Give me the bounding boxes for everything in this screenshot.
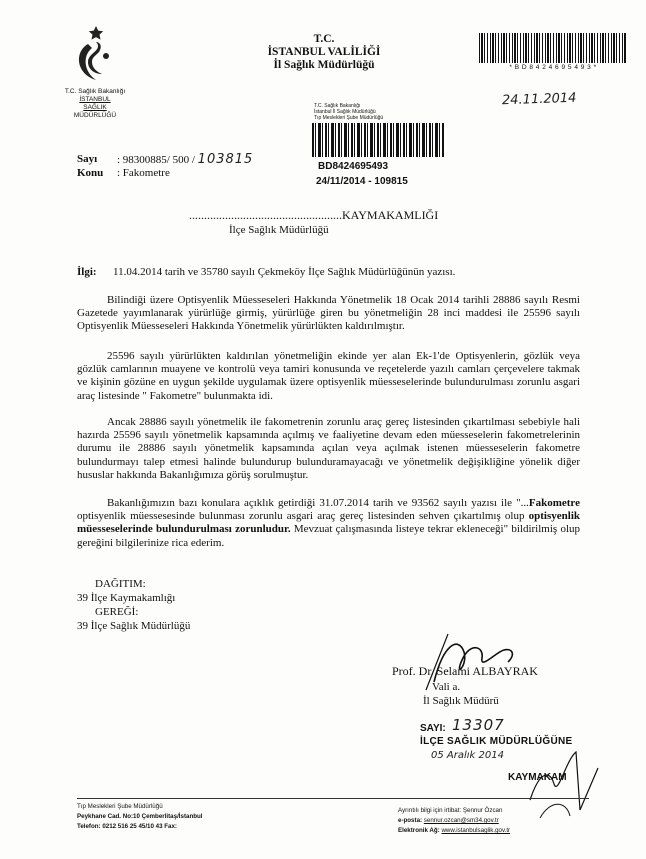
footer-email-link[interactable]: sennur.ozcan@sm34.gov.tr (423, 817, 499, 824)
logo-caption-line: İSTANBUL (79, 96, 111, 103)
recipient-kaymakamlik: ...................................................KAYMAKAMLIĞI (189, 208, 439, 222)
receipt-date-handwritten: 05 Aralık 2014 (431, 750, 504, 761)
handwritten-date: 24.11.2014 (501, 90, 577, 109)
geregi-value: 39 İlçe Sağlık Müdürlüğü (77, 620, 191, 632)
logo-caption-line: T.C. Sağlık Bakanlığı (64, 88, 126, 95)
paragraph-4-text-a: Bakanlığımızın bazı konulara açıklık getirdiği 31.07.2014 tarih ve 93562 sayılı yazısı ile "... (107, 497, 529, 509)
ilgi-row (77, 266, 587, 279)
footer-left-line: Peykhane Cad. No:10 Çemberlitaş/İstanbul (77, 813, 203, 820)
receipt-sayi-label: SAYI: (420, 723, 446, 734)
paragraph-1-text: Bilindiği üzere Optisyenlik Müesseseleri Hakkında Yönetmelik 18 Ocak 2014 tarihli 28886 sayılı Resmi Gazetede yayımlanarak yürürlüğe girmiş, yürürlüğe giren bu yönetmeliğin 28 inci maddesi ile 25596 sayılı Optisyenlik Müesseseleri Hakkında Yönetmelik yürürlükten kaldırılmıştır. (77, 294, 580, 333)
stamp-barcode (312, 123, 445, 157)
stamp-line: Tıp Meslekleri Şube Müdürlüğü (314, 115, 384, 121)
logo-caption (44, 88, 146, 120)
paragraph-4-text-e: Mevzuat çalışmasında listeye tekrar ekleneceği" bildirilmiş olup gereğini bilgilerinize rica ederim. (77, 523, 580, 549)
sayi-label: Sayı (77, 153, 98, 165)
top-barcode (479, 33, 627, 63)
logo-caption-line: MÜDÜRLÜĞÜ (73, 112, 117, 119)
receipt-kaymakam: KAYMAKAM (508, 772, 567, 783)
ministry-logo (66, 22, 124, 84)
paragraph-2-text: 25596 sayılı yürürlükten kaldırılan yönetmeliğin ekinde yer alan Ek-1'de Optisyenlerin, gözlük veya gözlük camlarının muayene ve kontrolü veya tamiri konusunda ve reçetelerde yazılı camları çerçevelere takmak ve kişinin gözüne en uygun şekilde uygulamak üzere optisyenlik müesseselerinde bulundurulması zorunlu asgari araç listesinde " Fakometre" bulunmakta idi. (77, 350, 580, 402)
receipt-sayi-handwritten: 13307 (452, 716, 505, 734)
paragraph-4-text-c: optisyenlik müessesesinde bulunması zorunlu asgari araç gereç listesinden sehven çıkartılmış olup (77, 510, 529, 523)
signer-title-1: Vali a. (432, 681, 461, 693)
footer-left-line: Tıp Meslekleri Şube Müdürlüğü (77, 803, 163, 810)
sayi-handwritten: 103815 (197, 152, 254, 167)
footer-web-label: Elektronik Ağ: (398, 827, 442, 834)
footer-web-row (398, 826, 598, 836)
top-barcode-number: * B D 8 4 2 4 6 9 5 4 9 3 * (509, 64, 597, 71)
footer-left-line: Telefon: 0212 516 25 45/10 43 Fax: (77, 823, 177, 830)
footer-web-link[interactable]: www.istanbulsaglik.gov.tr (441, 827, 511, 834)
stamp-date-number: 24/11/2014 - 109815 (316, 176, 408, 187)
paragraph-3 (77, 416, 580, 482)
receipt-line: İLÇE SAĞLIK MÜDÜRLÜĞÜNE (420, 736, 573, 747)
stamp-barcode-block (314, 103, 436, 121)
geregi-label: GEREĞİ: (95, 606, 139, 618)
ilgi-label: İlgi: (77, 266, 97, 278)
paragraph-4 (77, 497, 580, 550)
footer-rule (77, 798, 589, 799)
stamp-line: İstanbul İl Sağlık Müdürlüğü (314, 109, 376, 115)
paragraph-4-text-d: optisyenlik müesseselerinde bulundurulması zorunludur. (77, 510, 580, 536)
footer-email-label: e-posta: (398, 817, 424, 824)
logo-caption-line: SAĞLIK (83, 104, 107, 111)
stamp-line: T.C. Sağlık Bakanlığı (314, 103, 361, 109)
recipient-ilce-mudurluk: İlçe Sağlık Müdürlüğü (229, 224, 329, 236)
footer-contact: Ayrıntılı bilgi için irtibat: Şennur Özcan (398, 807, 503, 814)
konu-label: Konu (77, 167, 104, 179)
dagitim-value: 39 İlçe Kaymakamlığı (77, 592, 176, 604)
sayi-number: : 98300885/ 500 / (117, 154, 198, 166)
stamp-barcode-code: BD8424695493 (318, 161, 389, 172)
paragraph-4-text-b: Fakometre (528, 497, 580, 509)
sayi-value (117, 153, 253, 167)
signer-title-2: İl Sağlık Müdürü (423, 695, 499, 707)
paragraph-2 (77, 350, 580, 403)
paragraph-3-text: Ancak 28886 sayılı yönetmelik ile fakometrenin zorunlu araç gereç listesinden çıkartılması sebebiyle hali hazırda 25596 sayılı yönetmelik kapsamında açılmış ve faaliyetine devam eden müesseselerin fakometrelerinin durumu ile 28886 sayılı yönetmelik kapsamında açılan veya açılmak istenen müesseselerin fakometre bulundurmayı talep etmesi halinde bulundurup bulunduramayacağı ve yönetmelik değişikliğine yönelik diğer hususlar hakkında Bakanlığımıza görüş sorulmuştur. (77, 416, 580, 481)
header-mudurluk: İl Sağlık Müdürlüğü (273, 59, 375, 71)
konu-value: : Fakometre (117, 167, 170, 179)
header-tc: T.C. (313, 33, 335, 45)
footer-left (77, 802, 337, 832)
dagitim-label: DAĞITIM: (95, 578, 146, 590)
footer-right (398, 806, 598, 836)
header-valilik: İSTANBUL VALİLİĞİ (267, 46, 381, 58)
letterhead (226, 33, 422, 72)
footer-email-row (398, 816, 598, 826)
ilgi-text: 11.04.2014 tarih ve 35780 sayılı Çekmeköy İlçe Sağlık Müdürlüğünün yazısı. (113, 266, 456, 278)
signer-name: Prof. Dr. Selami ALBAYRAK (392, 664, 538, 678)
paragraph-1 (77, 294, 580, 334)
